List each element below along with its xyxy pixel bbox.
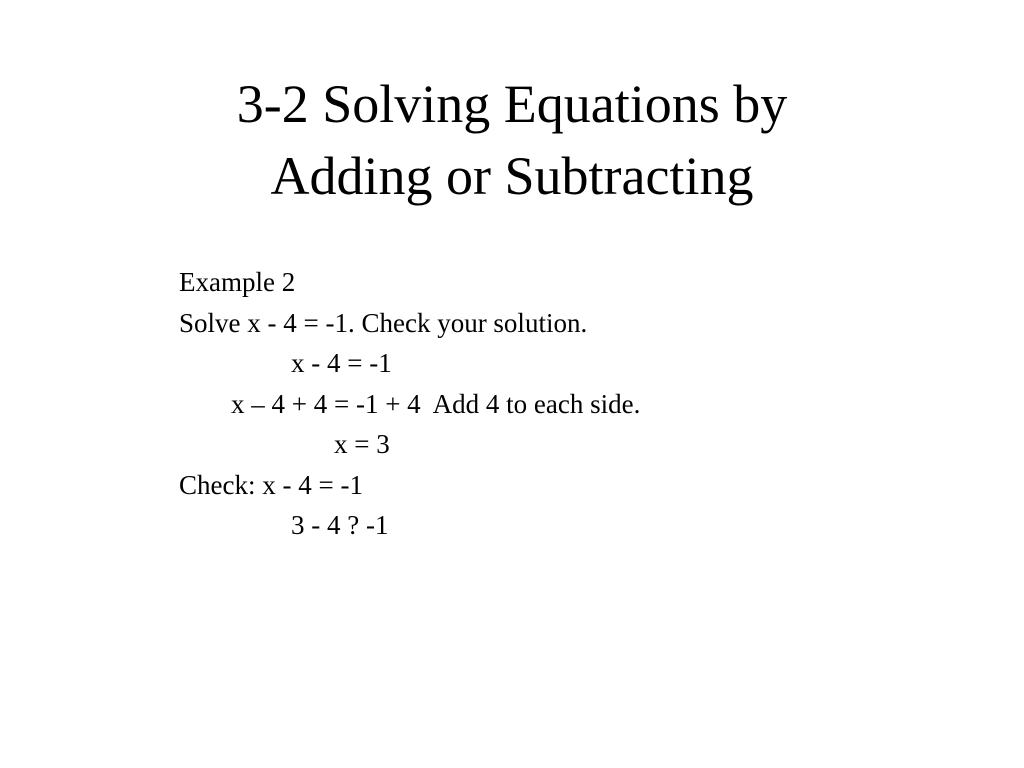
step-line: x – 4 + 4 = -1 + 4 Add 4 to each side. xyxy=(231,388,641,419)
example-heading: Example 2 xyxy=(179,267,296,297)
slide-body xyxy=(179,262,939,546)
check-substitution-line: 3 - 4 ? -1 xyxy=(291,510,389,540)
equation-line: x - 4 = -1 xyxy=(291,348,392,378)
check-line: Check: x - 4 = -1 xyxy=(179,469,363,500)
problem-statement: Solve x - 4 = -1. Check your solution. xyxy=(179,307,588,338)
slide-title xyxy=(0,68,1024,212)
title-line-2: Adding or Subtracting xyxy=(270,146,754,206)
solution-line: x = 3 xyxy=(334,429,390,459)
title-line-1: 3-2 Solving Equations by xyxy=(236,74,788,134)
